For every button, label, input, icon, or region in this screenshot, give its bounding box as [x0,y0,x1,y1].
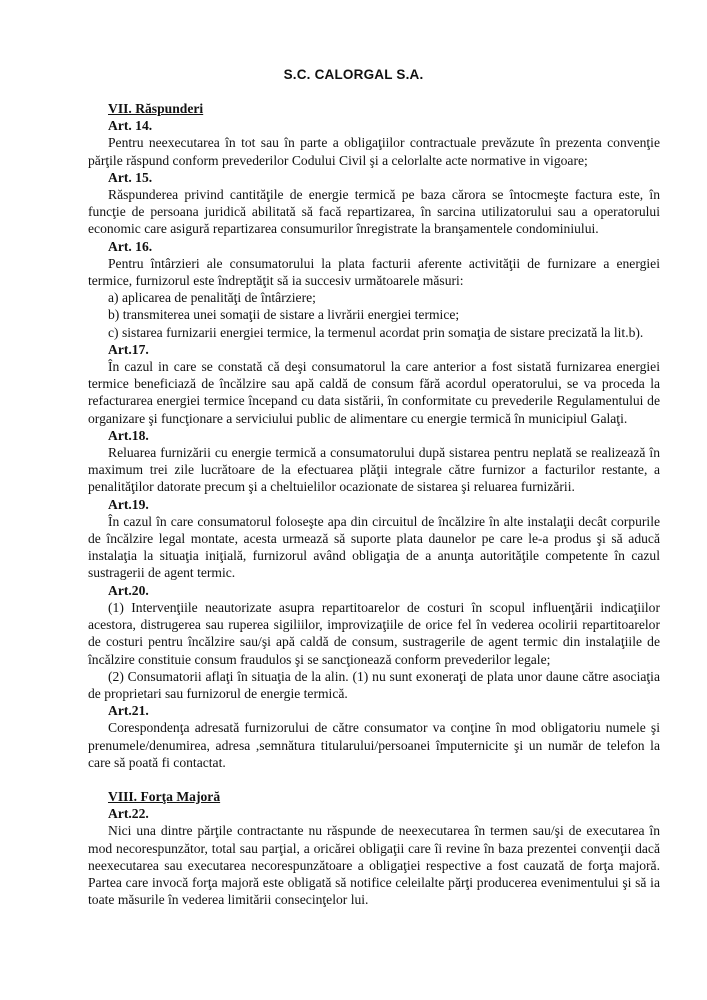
article-paragraph: Răspunderea privind cantităţile de energie termică pe baza cărora se întocmeşte factura este, în funcţie de persoana juridică abilitată să facă repartizarea, în sarcina utilizatorului sau a operatorului economic care asigură repartizarea consumurilor înregistrate la branşamentele condominiului. [88,187,660,237]
article-heading: Art.20. [108,582,149,598]
list-item: b) transmiterea unei somaţii de sistare a livrării energiei termice; [108,307,460,323]
article-paragraph: Nici una dintre părţile contractante nu răspunde de neexecutarea în termen sau/şi de executarea în mod necorespunzător, total sau parţial, a oricărei obligaţii care îi revine în baza prezentei convenţii dacă neexecutarea sau executarea necorespunzătoare a obligaţiei respective a fost cauzată de forţa majoră. Partea care invocă forţa majoră este obligată să notifice celeilalte părţi producerea evenimentului şi să ia toate măsurile în vederea limitării consecinţelor lui. [88,823,660,908]
article-heading: Art.18. [108,427,149,443]
article-paragraph: (1) Intervenţiile neautorizate asupra repartitoarelor de costuri în scopul influenţării indicaţiilor acestora, distrugerea sau ruperea sigiliilor, improvizaţiile de orice fel în vederea ocolirii repartitoarelor de costuri pentru încălzire sau/şi apă caldă de consum, sustragerile de agent termic din instalaţiile de încălzire constituie consum fraudulos şi se sancţionează conform prevederilor legale; [88,599,660,667]
article-paragraph: Pentru întârzieri ale consumatorului la plata facturii aferente activităţii de furnizare a energiei termice, furnizorul este îndreptăţit să ia succesiv următoarele măsuri: [88,255,660,289]
article-paragraph: În cazul in care se constată că deşi consumatorul la care anterior a fost sistată furnizarea energiei termice beneficiază de încălzire sau apă caldă de consum fără acordul operatorului, se va proceda la refacturarea energiei termice începand cu data sistării, în conformitate cu prevederile Regulamentului de organizare şi funcţionare a serviciului public de alimentare cu energie termică în municipiul Galaţi. [88,359,660,426]
article-paragraph: În cazul în care consumatorul foloseşte apa din circuitul de încălzire în alte instalaţii decât corpurile de încălzire legal montate, acesta urmează să suporte plata daunelor pe care le-a produs şi să aducă instalaţia la situaţia iniţială, furnizorul având obligaţia de a anunţa autorităţile competente în cazul sustragerii de agent termic. [88,513,660,581]
article-paragraph: c) sistarea furnizarii energiei termice, la termenul acordat prin somaţia de sistare precizată la lit.b). [108,324,644,340]
section-title: VIII. Forţa Majoră [108,788,221,804]
article-heading: Art.21. [108,703,149,719]
article-heading: Art. 16. [108,238,153,254]
company-header: S.C. CALORGAL S.A. [283,67,424,82]
article-paragraph: Corespondenţa adresată furnizorului de către consumator va conţine în mod obligatoriu numele şi prenumele/denumirea, adresa ,semnătura titularului/persoanei împuternicite şi un număr de telefon la care să poată fi contactat. [88,720,660,770]
article-paragraph: Pentru neexecutarea în tot sau în parte a obligaţiilor contractuale prevăzute în prezenta convenţie părţile răspund conform prevederilor Codului Civil şi a celorlalte acte normative in vigoare; [88,135,660,168]
article-paragraph: (2) Consumatorii aflaţi în situaţia de la alin. (1) nu sunt exoneraţi de plata unor daune către asociaţia de proprietari sau furnizorul de energie termică. [88,668,660,701]
article-heading: Art.19. [108,496,149,512]
article-heading: Art. 15. [108,169,153,185]
article-paragraph: Reluarea furnizării cu energie termică a consumatorului după sistarea pentru neplată se realizează în maximum trei zile lucrătoare de la efectuarea plăţii integrale către furnizor a facturilor restante, a penalităţilor datorate precum şi a cheltuielilor ocazionate de sistarea şi reluarea furnizării. [88,445,660,495]
article-heading: Art.17. [108,341,149,357]
article-heading: Art.22. [108,806,149,822]
document-body [88,100,660,908]
section-spacer [88,771,660,788]
list-item: a) aplicarea de penalităţi de întârziere; [108,290,316,306]
article-heading: Art. 14. [108,118,153,134]
section-title: VII. Răspunderi [108,101,204,116]
